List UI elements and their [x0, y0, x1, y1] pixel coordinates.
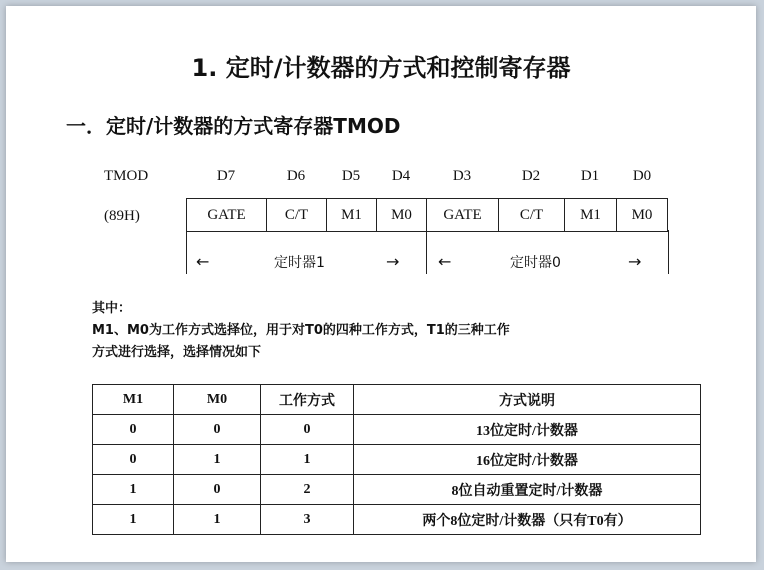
timer1-label: 定时器1 — [274, 255, 325, 271]
cell: 1 — [261, 445, 354, 475]
timer0-label: 定时器0 — [510, 255, 561, 271]
timer1-right-arrow: → — [386, 252, 400, 271]
bit-label-d1: D1 — [580, 168, 600, 184]
table-row — [93, 415, 701, 445]
bit-cell: C/T — [266, 199, 326, 231]
bit-label-d5: D5 — [341, 168, 361, 184]
cell: 1 — [93, 505, 174, 535]
timer0-right-divider — [668, 230, 669, 274]
tmod-register-bits — [186, 198, 668, 232]
notes-line: 其中： — [92, 301, 132, 316]
bit-cell: GATE — [186, 199, 266, 231]
mode-table — [92, 384, 701, 535]
cell: 0 — [93, 445, 174, 475]
slide-title: 1. 定时/计数器的方式和控制寄存器 — [191, 54, 571, 82]
cell: 1 — [93, 475, 174, 505]
register-address: (89H) — [104, 208, 140, 224]
cell: 3 — [261, 505, 354, 535]
register-name: TMOD — [104, 168, 149, 184]
cell: 0 — [174, 475, 261, 505]
timer1-left-arrow: ← — [196, 252, 210, 271]
header-description: 方式说明 — [354, 385, 701, 415]
cell: 2 — [261, 475, 354, 505]
bit-cell: M1 — [326, 199, 376, 231]
cell: 1 — [174, 445, 261, 475]
bit-cell: M0 — [376, 199, 426, 231]
timer0-left-arrow: ← — [438, 252, 452, 271]
bit-cell: M0 — [616, 199, 668, 231]
bit-cell: M1 — [564, 199, 616, 231]
bit-label-d0: D0 — [632, 168, 652, 184]
timer1-left-divider — [186, 230, 187, 274]
cell: 0 — [261, 415, 354, 445]
explanation-text — [92, 298, 712, 364]
cell: 0 — [93, 415, 174, 445]
header-m0: M0 — [174, 385, 261, 415]
section-subtitle: 一．定时/计数器的方式寄存器TMOD — [66, 114, 401, 138]
cell: 1 — [174, 505, 261, 535]
notes-line: M1、M0为工作方式选择位，用于对T0的四种工作方式，T1的三种工作 — [92, 323, 510, 338]
slide — [6, 6, 756, 562]
table-row — [93, 475, 701, 505]
bit-label-d2: D2 — [521, 168, 541, 184]
bit-cell: GATE — [426, 199, 498, 231]
table-row — [93, 505, 701, 535]
cell: 13位定时/计数器 — [354, 415, 701, 445]
bit-label-d6: D6 — [286, 168, 306, 184]
timer-divider — [426, 230, 427, 274]
header-mode: 工作方式 — [261, 385, 354, 415]
bit-label-d4: D4 — [391, 168, 411, 184]
cell: 8位自动重置定时/计数器 — [354, 475, 701, 505]
cell: 0 — [174, 415, 261, 445]
bit-label-d7: D7 — [216, 168, 236, 184]
table-header-row — [93, 385, 701, 415]
timer0-right-arrow: → — [628, 252, 642, 271]
header-m1: M1 — [93, 385, 174, 415]
cell: 16位定时/计数器 — [354, 445, 701, 475]
cell: 两个8位定时/计数器（只有T0有） — [354, 505, 701, 535]
table-row — [93, 445, 701, 475]
bit-cell: C/T — [498, 199, 564, 231]
bit-label-d3: D3 — [452, 168, 472, 184]
notes-line: 方式进行选择，选择情况如下 — [92, 345, 262, 360]
